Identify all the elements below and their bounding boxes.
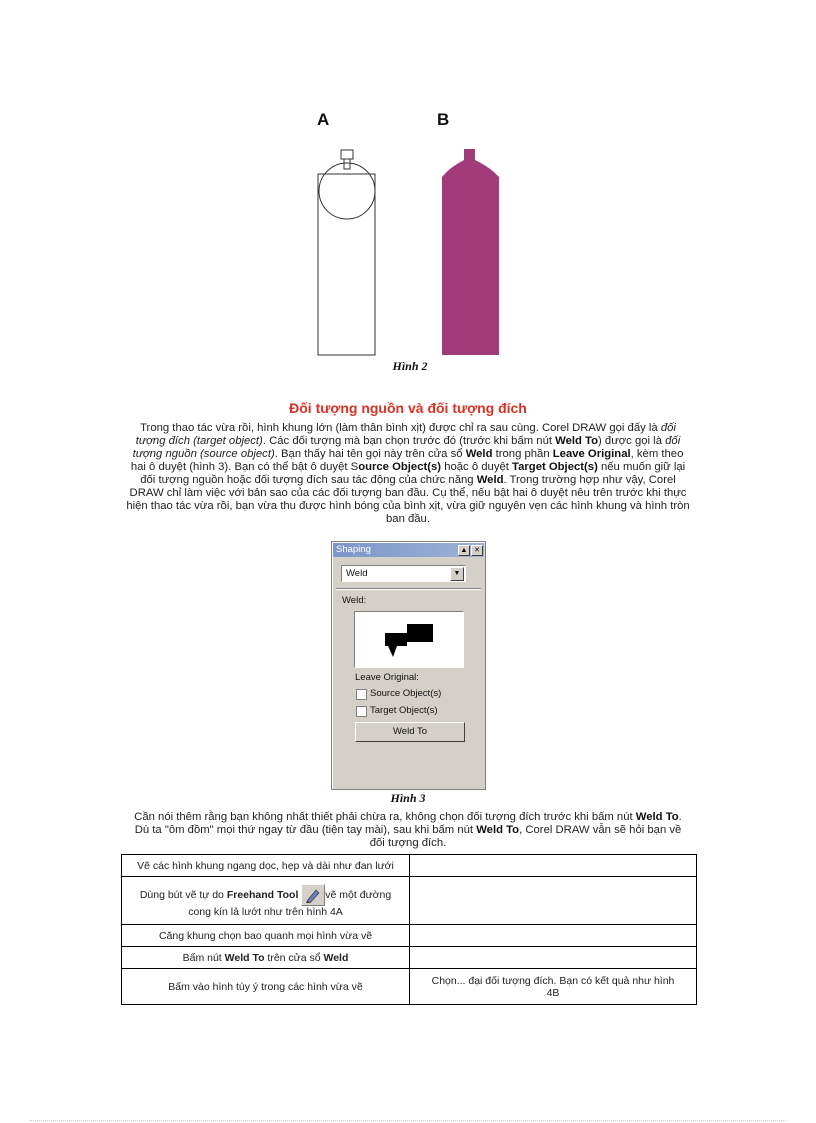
- table-cell: [410, 855, 697, 877]
- dialog-titlebar[interactable]: [333, 543, 484, 557]
- target-object-label: Target Object(s): [370, 705, 438, 716]
- figure-label-b: B: [437, 110, 450, 129]
- paragraph-1: [100, 422, 716, 526]
- shape-a-circle: [319, 163, 375, 219]
- shape-a-body: [318, 174, 375, 355]
- para1-line2: tượng đích (target object). Các đối tượng mà bạn chọn trước đó (trước khi bấm nút Weld To) được gọi là đối: [135, 435, 681, 447]
- table-row: [122, 855, 697, 877]
- select-value: Weld: [346, 568, 368, 579]
- shape-a-nozzle: [341, 150, 353, 159]
- para2-line3: đối tượng đích.: [369, 837, 447, 849]
- table-cell: [410, 947, 697, 969]
- page-bottom-divider: [30, 1120, 786, 1121]
- divider: [336, 588, 481, 590]
- table-cell: Bấm vào hình tùy ý trong các hình vừa vẽ: [122, 969, 410, 1005]
- para1-line1: Trong thao tác vừa rồi, hình khung lớn (làm thân bình xịt) được chỉ ra sau cùng. Corel DRAW gọi đấy là đối: [140, 422, 676, 434]
- table-row: [122, 925, 697, 947]
- para1-line4: hai ô duyệt (hình 3). Bạn có thể bật ô duyệt Source Object(s) hoặc ô duyệt Target Object(s) nếu muốn giữ lại: [130, 461, 686, 473]
- shape-a-neck: [344, 159, 350, 169]
- leave-original-label: Leave Original:: [355, 672, 419, 683]
- table-cell: Bấm nút Weld To trên cửa sổ Weld: [122, 947, 410, 969]
- figure-label-a: A: [317, 110, 330, 129]
- shape-b-silhouette: [442, 149, 499, 355]
- table-cell: [410, 877, 697, 925]
- close-icon[interactable]: ✕: [471, 545, 483, 556]
- weld-section-label: Weld:: [342, 595, 367, 606]
- chevron-down-icon[interactable]: ▼: [450, 567, 464, 581]
- para1-line8: ban đầu.: [386, 513, 430, 525]
- table-row: [122, 969, 697, 1005]
- para1-line3: tượng nguồn (source object). Bạn thấy hai tên gọi này trên cửa sổ Weld trong phần Leave Original, kèm theo: [132, 448, 684, 460]
- shaping-dialog: [331, 541, 486, 790]
- table-cell: Vẽ các hình khung ngang dọc, hẹp và dài như đan lưới: [122, 855, 410, 877]
- para2-line1: Cần nói thêm rằng bạn không nhất thiết phải chừa ra, không chọn đối tượng đích trước khi bấm nút Weld To.: [134, 811, 682, 823]
- target-object-checkbox[interactable]: [356, 706, 367, 717]
- steps-table: [121, 854, 697, 1005]
- table-cell: Chọn... đại đối tượng đích. Bạn có kết quả như hình 4B: [410, 969, 697, 1005]
- weld-preview-shape: [355, 612, 463, 667]
- section-heading: Đối tượng nguồn và đối tượng đích: [289, 400, 527, 416]
- weld-to-button[interactable]: Weld To: [355, 722, 465, 742]
- paragraph-2: [100, 811, 716, 850]
- table-row: [122, 877, 697, 925]
- para1-line6: DRAW chỉ làm việc với bản sao của các đối tượng ban đầu. Cụ thể, nếu bật hai ô duyệt nêu trên trước khi thực: [129, 487, 687, 499]
- source-object-label: Source Object(s): [370, 688, 442, 699]
- para1-line5: đối tượng nguồn hoặc đối tượng đích sau tác động của chức năng Weld. Trong trường hợp như vậy, Corel: [140, 474, 676, 486]
- table-row: [122, 947, 697, 969]
- table-cell: [410, 925, 697, 947]
- figure-2-caption: Hình 2: [392, 359, 428, 373]
- table-cell: Căng khung chọn bao quanh mọi hình vừa vẽ: [122, 925, 410, 947]
- para2-line2: Dù ta "ôm đồm" mọi thứ ngay từ đầu (tiện tay mài), sau khi bấm nút Weld To, Corel DRAW vẫn sẽ hỏi bạn về: [134, 824, 682, 836]
- weld-preview: [354, 611, 464, 668]
- para1-line7: hiện thao tác vừa rồi, bạn vừa thu được hình bóng của bình xịt, vừa giữ nguyên vẹn các hình khung và hình tròn: [126, 500, 690, 512]
- freehand-tool-icon: [301, 884, 325, 906]
- spray-can-illustration: [300, 105, 520, 365]
- pin-icon[interactable]: ▲: [458, 545, 470, 556]
- table-cell: Dùng bút vẽ tự do Freehand Tool vẽ một đường cong kín lả lướt như trên hình 4A: [122, 877, 410, 925]
- shape-a-outlines: [318, 150, 375, 355]
- source-object-checkbox[interactable]: [356, 689, 367, 700]
- figure-2: [300, 105, 520, 365]
- figure-3-caption: Hình 3: [390, 791, 426, 805]
- dialog-title: Shaping: [336, 544, 371, 555]
- shaping-mode-select[interactable]: [341, 565, 466, 582]
